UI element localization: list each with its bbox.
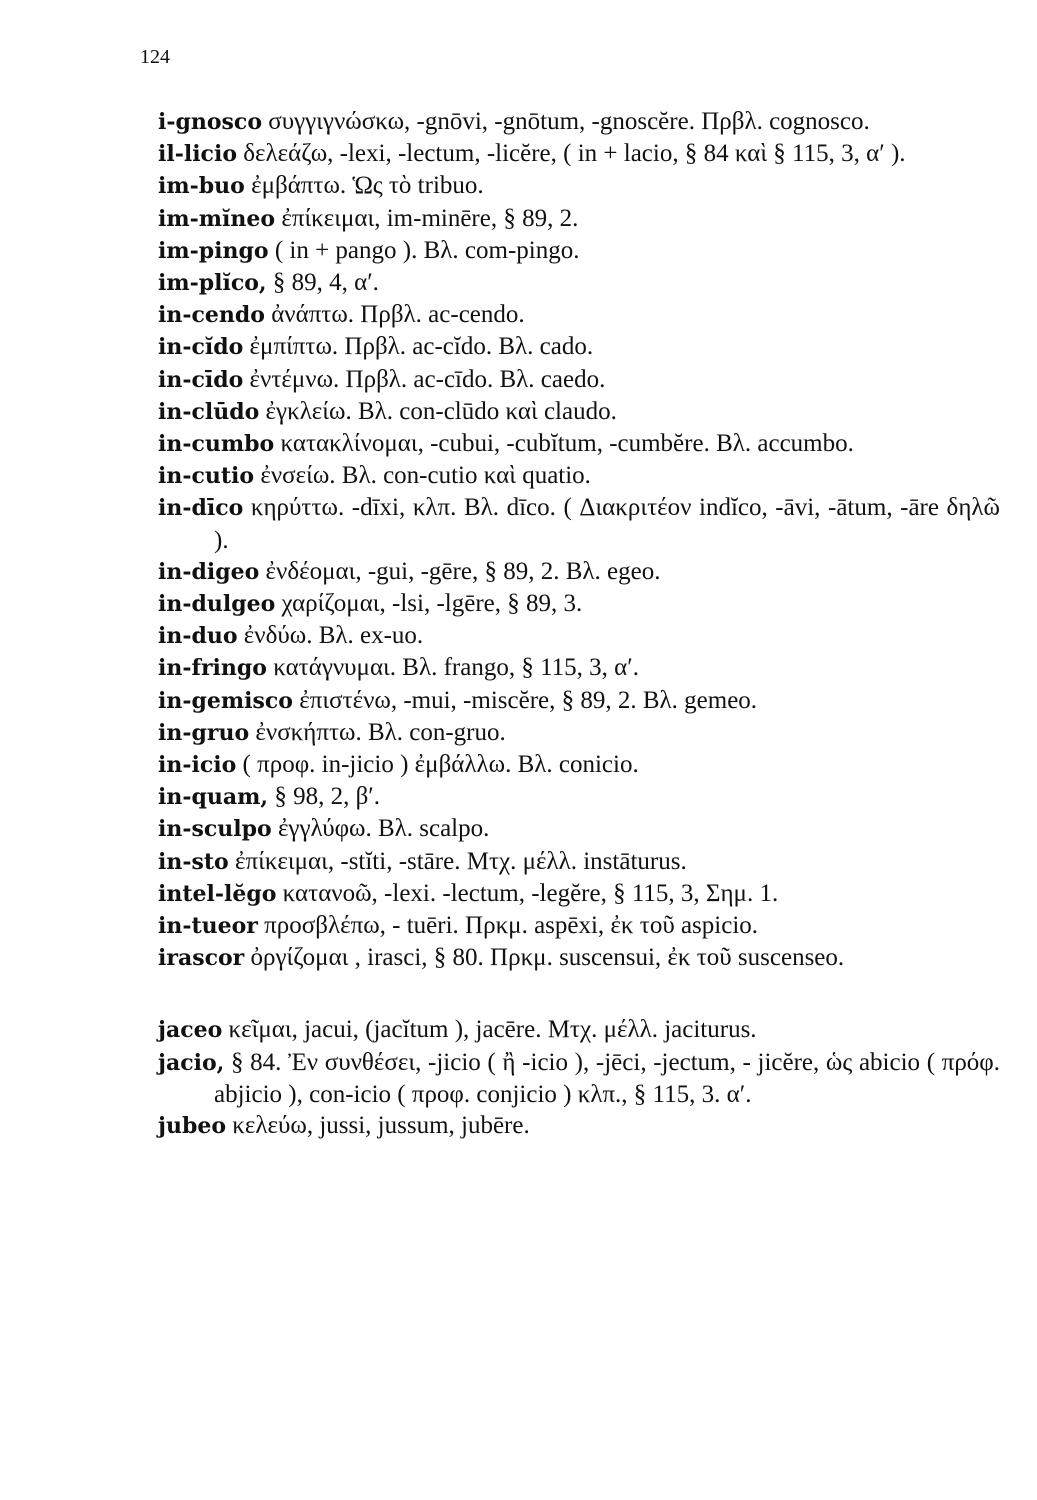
entry-headword: in-gruo bbox=[158, 719, 250, 746]
entry-definition: ἐγκλείω. Βλ. con-clūdo καὶ claudo. bbox=[259, 397, 617, 425]
entry-definition: κεῖμαι, jacui, (jacĭtum ), jacēre. Μτχ. μέλλ. jaciturus. bbox=[222, 1016, 757, 1044]
entry-definition: ὀργίζομαι , irasci, § 80. Πρκμ. suscensui, ἐκ τοῦ suscenseo. bbox=[244, 944, 845, 972]
entry-headword: in-cendo bbox=[158, 302, 265, 329]
dictionary-entry bbox=[158, 781, 1000, 813]
entry-definition: χαρίζομαι, -lsi, -lgēre, § 89, 3. bbox=[275, 590, 583, 618]
entry-headword: in-dīco bbox=[158, 495, 244, 522]
dictionary-entry bbox=[158, 878, 1000, 910]
entry-headword: irascor bbox=[158, 945, 245, 972]
dictionary-entry bbox=[158, 910, 1000, 942]
dictionary-entry bbox=[158, 235, 1000, 267]
dictionary-entry bbox=[158, 1014, 1000, 1046]
entry-definition: § 98, 2, β′. bbox=[268, 783, 381, 811]
dictionary-entry bbox=[158, 203, 1000, 235]
entry-definition: δελεάζω, -lexi, -lectum, -licĕre, ( in + lacio, § 84 καὶ § 115, 3, α′ ). bbox=[237, 140, 906, 168]
entry-headword: in-clūdo bbox=[158, 398, 260, 425]
dictionary-entry bbox=[158, 1110, 1000, 1142]
entry-headword: in-icio bbox=[158, 752, 237, 779]
dictionary-entry bbox=[158, 652, 1000, 684]
entry-definition: ἐπιστένω, -mui, -miscĕre, § 89, 2. Βλ. gemeo. bbox=[292, 686, 758, 714]
entry-headword: in-sculpo bbox=[158, 816, 272, 843]
entry-headword: in-sto bbox=[158, 848, 229, 875]
dictionary-entry bbox=[158, 749, 1000, 781]
entry-headword: in-cutio bbox=[158, 463, 255, 490]
entry-definition: ἐνσκήπτω. Βλ. con-gruo. bbox=[249, 718, 506, 746]
dictionary-entry bbox=[158, 492, 1000, 555]
entry-headword: intel-lĕgo bbox=[158, 880, 277, 907]
entry-definition: ἐνδύω. Βλ. ex-uo. bbox=[237, 622, 424, 650]
entry-headword: in-quam, bbox=[158, 784, 269, 811]
dictionary-entries bbox=[158, 106, 1000, 1142]
dictionary-entry bbox=[158, 556, 1000, 588]
dictionary-entry bbox=[158, 170, 1000, 202]
dictionary-entry bbox=[158, 460, 1000, 492]
entry-definition: ἀνάπτω. Πρβλ. ac-cendo. bbox=[264, 301, 525, 329]
entry-definition: κηρύττω. -dīxi, κλπ. Βλ. dīco. ( Διακριτέον indĭco, -āvi, -ātum, -āre δηλῶ ). bbox=[214, 494, 1000, 554]
entries-group-j bbox=[158, 1014, 1000, 1142]
dictionary-entry bbox=[158, 813, 1000, 845]
dictionary-entry bbox=[158, 106, 1000, 138]
entry-headword: in-tueor bbox=[158, 913, 258, 940]
entry-definition: κατανοῶ, -lexi. -lectum, -legĕre, § 115, 3, Σημ. 1. bbox=[276, 879, 779, 907]
dictionary-entry bbox=[158, 620, 1000, 652]
entry-headword: il-licio bbox=[158, 141, 237, 168]
entry-headword: in-fringo bbox=[158, 655, 267, 682]
dictionary-entry bbox=[158, 1047, 1000, 1110]
dictionary-entry bbox=[158, 396, 1000, 428]
entry-definition: ἐμβάπτω. Ὡς τὸ tribuo. bbox=[244, 172, 484, 200]
entry-headword: in-gemisco bbox=[158, 687, 293, 714]
entry-headword: jaceo bbox=[158, 1017, 223, 1044]
dictionary-entry bbox=[158, 685, 1000, 717]
entry-headword: in-digeo bbox=[158, 558, 260, 585]
entry-headword: im-pingo bbox=[158, 237, 269, 264]
entry-headword: im-buo bbox=[158, 173, 245, 200]
entry-headword: in-cĭdo bbox=[158, 334, 244, 361]
entry-definition: κατάγνυμαι. Βλ. frango, § 115, 3, α′. bbox=[266, 654, 639, 682]
entry-definition: κατακλίνομαι, -cubui, -cubĭtum, -cumbĕre. Βλ. accumbo. bbox=[274, 430, 854, 458]
entry-headword: jacio, bbox=[158, 1049, 225, 1076]
entry-headword: in-dulgeo bbox=[158, 591, 276, 618]
entry-headword: i-gnosco bbox=[158, 109, 262, 135]
entry-definition: προσβλέπω, - tuēri. Πρκμ. aspēxi, ἐκ τοῦ aspicio. bbox=[257, 912, 759, 940]
entry-definition: ἐγγλύφω. Βλ. scalpo. bbox=[271, 815, 490, 843]
entry-definition: ἐνσείω. Βλ. con-cutio καὶ quatio. bbox=[254, 462, 591, 490]
entry-definition: ( προφ. in-jicio ) ἐμβάλλω. Βλ. conicio. bbox=[236, 751, 639, 779]
entry-headword: in-cīdo bbox=[158, 366, 244, 393]
entry-headword: in-cumbo bbox=[158, 431, 275, 458]
dictionary-entry bbox=[158, 364, 1000, 396]
entry-headword: in-duo bbox=[158, 623, 238, 650]
dictionary-entry bbox=[158, 267, 1000, 299]
entry-definition: § 84. Ἐν συνθέσει, -jicio ( ἢ -icio ), -jēci, -jectum, - jicĕre, ὡς abicio ( πρόφ. abjicio ), con-icio ( προφ. conjicio ) κλπ., § 115, 3. α′. bbox=[214, 1048, 1000, 1108]
entry-headword: im-mĭneo bbox=[158, 205, 276, 232]
entries-group-i bbox=[158, 106, 1000, 974]
entry-definition: ἐντέμνω. Πρβλ. ac-cīdo. Βλ. caedo. bbox=[243, 365, 606, 393]
entry-definition: § 89, 4, α′. bbox=[266, 269, 379, 297]
entry-headword: jubeo bbox=[158, 1113, 227, 1140]
entry-definition: ( in + pango ). Βλ. com-pingo. bbox=[268, 236, 580, 264]
page-number: 124 bbox=[140, 46, 170, 68]
entry-definition: ἐπίκειμαι, -stĭti, -stāre. Μτχ. μέλλ. instāturus. bbox=[228, 847, 687, 875]
entry-definition: ἐνδέομαι, -gui, -gēre, § 89, 2. Βλ. egeo. bbox=[259, 557, 661, 585]
dictionary-entry bbox=[158, 588, 1000, 620]
entry-definition: συγγιγνώσκω, -gnōvi, -gnōtum, -gnoscĕre. Πρβλ. cognosco. bbox=[262, 108, 870, 135]
group-separator bbox=[158, 974, 1000, 1014]
dictionary-entry bbox=[158, 846, 1000, 878]
entry-headword: im-plĭco, bbox=[158, 270, 267, 297]
dictionary-entry bbox=[158, 331, 1000, 363]
dictionary-entry bbox=[158, 428, 1000, 460]
entry-definition: ἐπίκειμαι, im-minēre, § 89, 2. bbox=[275, 204, 579, 232]
dictionary-entry bbox=[158, 717, 1000, 749]
entry-definition: κελεύω, jussi, jussum, jubēre. bbox=[226, 1112, 530, 1140]
dictionary-entry bbox=[158, 138, 1000, 170]
dictionary-entry bbox=[158, 942, 1000, 974]
entry-definition: ἐμπίπτω. Πρβλ. ac-cĭdo. Βλ. cado. bbox=[243, 333, 594, 361]
dictionary-entry bbox=[158, 299, 1000, 331]
